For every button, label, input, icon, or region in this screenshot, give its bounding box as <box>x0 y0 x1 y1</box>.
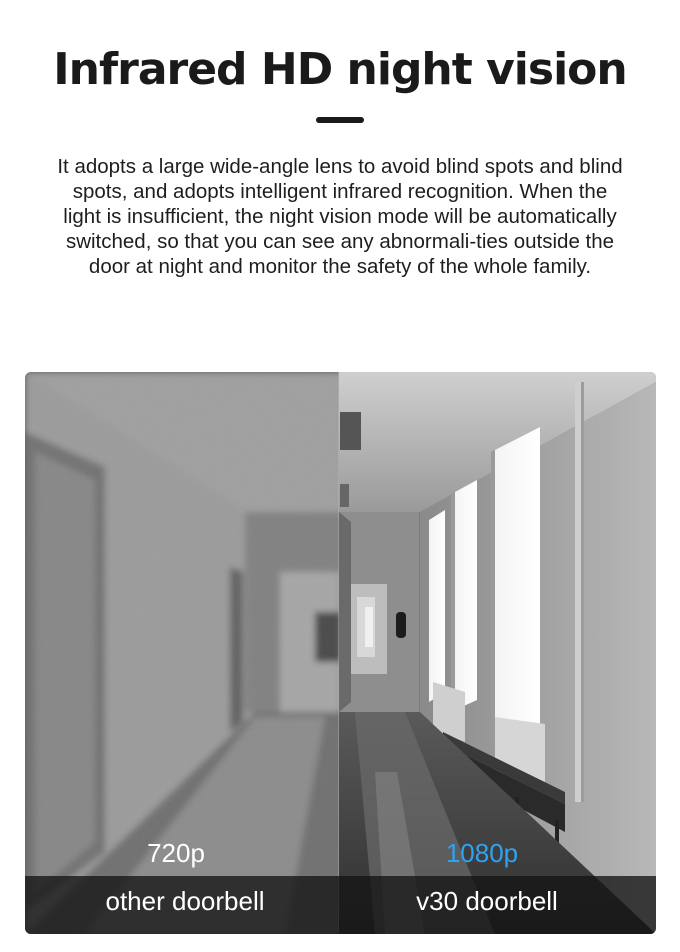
title-divider <box>316 117 364 123</box>
right-resolution-label: 1080p <box>445 838 519 868</box>
left-caption: other doorbell <box>105 886 265 916</box>
feature-description: It adopts a large wide-angle lens to avoid blind spots and blind spots, and adopts intelligent infrared recognition. When the light is insufficient, the night vision mode will be automatically switched, so that you can see any abnormali-ties outside the door at night and monitor the safety of the whole family. <box>57 155 623 278</box>
page-title: Infrared HD night vision <box>53 44 627 95</box>
left-resolution-label: 720p <box>147 838 205 868</box>
night-vision-comparison-image <box>25 372 656 934</box>
right-caption: v30 doorbell <box>416 886 558 916</box>
